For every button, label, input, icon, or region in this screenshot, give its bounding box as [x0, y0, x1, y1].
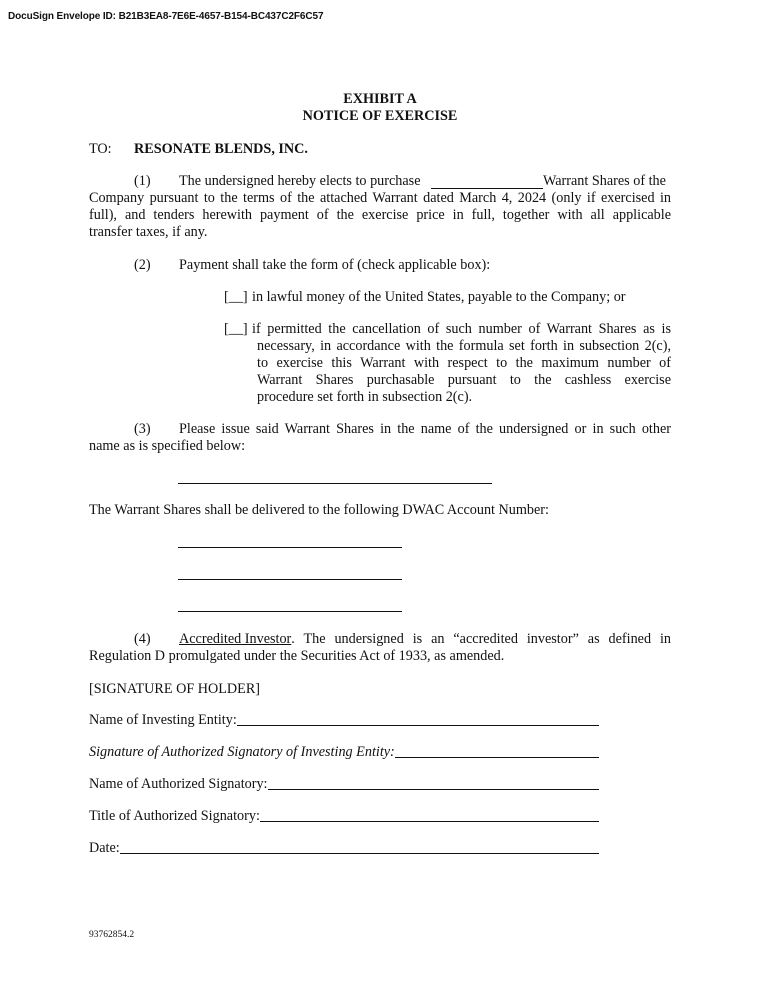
to-company: RESONATE BLENDS, INC.: [134, 141, 308, 157]
signature-header: [SIGNATURE OF HOLDER]: [89, 681, 261, 697]
payment-cash-checkbox[interactable]: [__]: [224, 289, 248, 305]
entity-name-label: Name of Investing Entity:: [89, 712, 237, 728]
issue-name-line[interactable]: [178, 483, 492, 484]
para4-line1: . The undersigned is an “accredited investor” as defined in: [291, 631, 671, 647]
para4-num: (4): [134, 631, 151, 647]
para3-line2: name as is specified below:: [89, 438, 246, 454]
date-label: Date:: [89, 840, 120, 856]
auth-signature-row[interactable]: [89, 744, 599, 761]
entity-name-row[interactable]: [89, 712, 599, 729]
para1-line3: full), and tenders herewith payment of the exercise price in full, together with all applicable: [89, 207, 671, 223]
para4-line2: Regulation D promulgated under the Securities Act of 1933, as amended.: [89, 648, 505, 664]
auth-signature-line[interactable]: [395, 757, 599, 758]
para2-num: (2): [134, 257, 151, 273]
cashless-line3: to exercise this Warrant with respect to the maximum number of: [257, 355, 671, 371]
payment-cashless-checkbox[interactable]: [__]: [224, 321, 248, 337]
payment-cash-label: in lawful money of the United States, payable to the Company; or: [252, 289, 626, 305]
dwac-text: The Warrant Shares shall be delivered to the following DWAC Account Number:: [89, 502, 549, 518]
to-label: TO:: [89, 141, 112, 157]
para1-line4: transfer taxes, if any.: [89, 224, 208, 240]
envelope-id: DocuSign Envelope ID: B21B3EA8-7E6E-4657-B154-BC437C2F6C57: [8, 11, 324, 22]
auth-name-line[interactable]: [268, 789, 600, 790]
para1-num: (1): [134, 173, 151, 189]
cashless-line2: necessary, in accordance with the formula set forth in subsection 2(c),: [257, 338, 671, 354]
auth-name-label: Name of Authorized Signatory:: [89, 776, 268, 792]
shares-count-line[interactable]: [431, 188, 543, 189]
date-line[interactable]: [120, 853, 599, 854]
auth-title-line[interactable]: [260, 821, 599, 822]
exhibit-heading: EXHIBIT A: [343, 91, 417, 107]
date-row[interactable]: [89, 840, 599, 857]
cashless-line4: Warrant Shares purchasable pursuant to the cashless exercise: [257, 372, 671, 388]
para1-line2: Company pursuant to the terms of the attached Warrant dated March 4, 2024 (only if exercised in: [89, 190, 671, 206]
para1-line1b: Warrant Shares of the: [543, 173, 666, 189]
entity-name-line[interactable]: [237, 725, 599, 726]
cashless-line5: procedure set forth in subsection 2(c).: [257, 389, 473, 405]
dwac-line-1[interactable]: [178, 547, 402, 548]
dwac-line-2[interactable]: [178, 579, 402, 580]
notice-title: NOTICE OF EXERCISE: [302, 108, 458, 124]
para3-line1: Please issue said Warrant Shares in the name of the undersigned or in such other: [179, 421, 671, 437]
auth-title-row[interactable]: [89, 808, 599, 825]
cashless-line1: if permitted the cancellation of such number of Warrant Shares as is: [252, 321, 671, 337]
auth-name-row[interactable]: [89, 776, 599, 793]
document-id: 93762854.2: [89, 930, 135, 940]
auth-signature-label: Signature of Authorized Signatory of Investing Entity:: [89, 744, 395, 760]
para3-num: (3): [134, 421, 151, 437]
auth-title-label: Title of Authorized Signatory:: [89, 808, 260, 824]
accredited-investor-term: Accredited Investor: [179, 631, 292, 647]
para2-text: Payment shall take the form of (check applicable box):: [179, 257, 491, 273]
dwac-line-3[interactable]: [178, 611, 402, 612]
para1-line1a: The undersigned hereby elects to purchase: [179, 173, 421, 189]
